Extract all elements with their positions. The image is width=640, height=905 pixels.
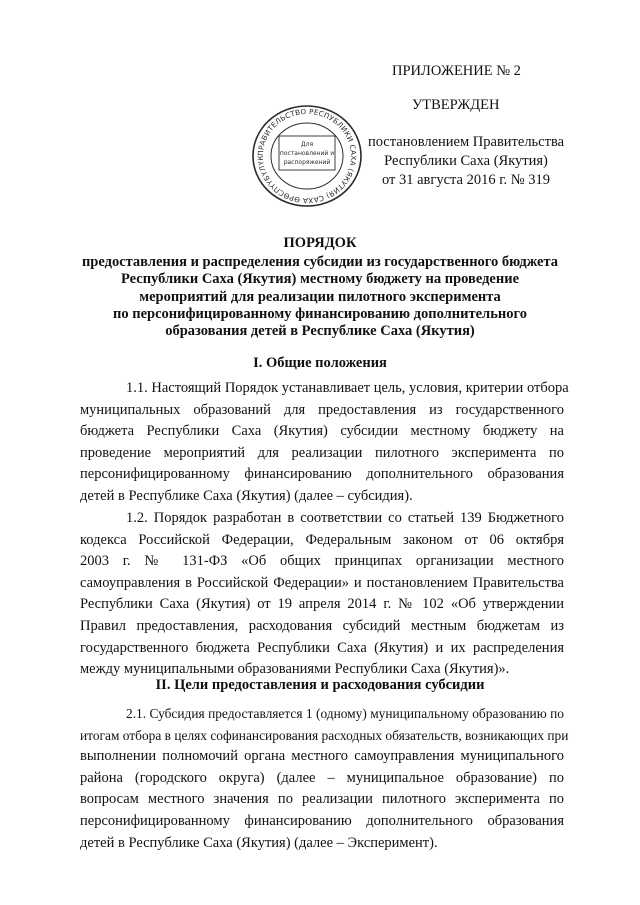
title-line: мероприятий для реализации пилотного эксперимента [139,288,501,305]
title-line: образования детей в Республике Саха (Якутия) [165,323,475,340]
text-line: детей в Республике Саха (Якутия) (далее – субсидия). [80,487,413,504]
paragraph-1-2 [80,508,564,681]
text-line: 1.2. Порядок разработан в соответствии со статьей 139 Бюджетного [126,510,564,526]
approval-line: Республики Саха (Якутия) [384,153,548,169]
text-line: муниципальных образований для предоставления из государственного [80,401,564,418]
approval-block [346,133,586,190]
seal-inner-text-1: Для [300,141,314,148]
text-line: вопросам местного значения по реализации пилотного эксперимента по [80,791,564,808]
approval-line: от 31 августа 2016 г. № 319 [381,172,551,188]
section-2-heading: II. Цели предоставления и расходования субсидии [155,677,485,693]
seal-outer-text: ПРАВИТЕЛЬСТВО РЕСПУБЛИКИ САХА (ЯКУТИЯ) САХА ӨРӨСПҮҮБҮЛҮК [255,106,359,206]
title-line: Республики Саха (Якутия) местному бюджету на проведение [120,271,520,288]
text-line: между муниципальными образованиями Республики Саха (Якутия)». [80,661,510,678]
title-line: предоставления и распределения субсидии из государственного бюджета [81,254,559,271]
text-line: итогам отбора в целях софинансирования расходных обязательств, возникающих при [80,727,569,743]
approval-line: постановлением Правительства [367,134,565,150]
text-line: государственного бюджета Республики Саха (Якутия) и их распределения [80,639,564,656]
text-line: Республики Саха (Якутия) от 19 апреля 2014 г. № 102 «Об утверждении [80,596,564,613]
text-line: 2.1. Субсидия предоставляется 1 (одному) муниципальному образованию по [126,706,564,721]
appendix-label: ПРИЛОЖЕНИЕ № 2 [392,63,521,79]
text-line: 1.1. Настоящий Порядок устанавливает цель, условия, критерии отбора [126,380,569,396]
section-1-heading: I. Общие положения [253,355,387,371]
approved-label: УТВЕРЖДЕН [412,97,500,113]
text-line: персонифицированному финансированию дополнительного образования [80,466,564,483]
text-line: выполнении полномочий органа местного самоуправления муниципального [80,748,564,765]
document-title [60,235,580,340]
title-line: ПОРЯДОК [283,235,357,251]
seal-inner-text-3: распоряжений [283,159,331,166]
text-line: кодекса Российской Федерации, Федеральным законом от 06 октября [80,531,564,548]
text-line: района (городского округа) (далее – муниципальное образование) по [80,769,564,786]
title-line: по персонифицированному финансированию дополнительного [113,305,527,322]
text-line: детей в Республике Саха (Якутия) (далее – Эксперимент). [80,834,438,851]
paragraph-1-1 [80,378,569,508]
text-line: 2003 г. № 131-ФЗ «Об общих принципах организации местного [80,553,564,570]
text-line: самоуправления в Российской Федерации» и постановлением Правительства [80,574,564,591]
text-line: персонифицированному финансированию дополнительного образования [80,812,564,829]
seal-inner-text-2: постановлений и [279,150,335,157]
paragraph-2-1 [80,703,569,854]
text-line: проведение мероприятий для реализации пилотного эксперимента по [80,444,564,461]
text-line: Правил предоставления, расходования субсидий местным бюджетам из [80,617,564,634]
text-line: бюджета Республики Саха (Якутия) субсидии местному бюджету на [80,423,564,440]
